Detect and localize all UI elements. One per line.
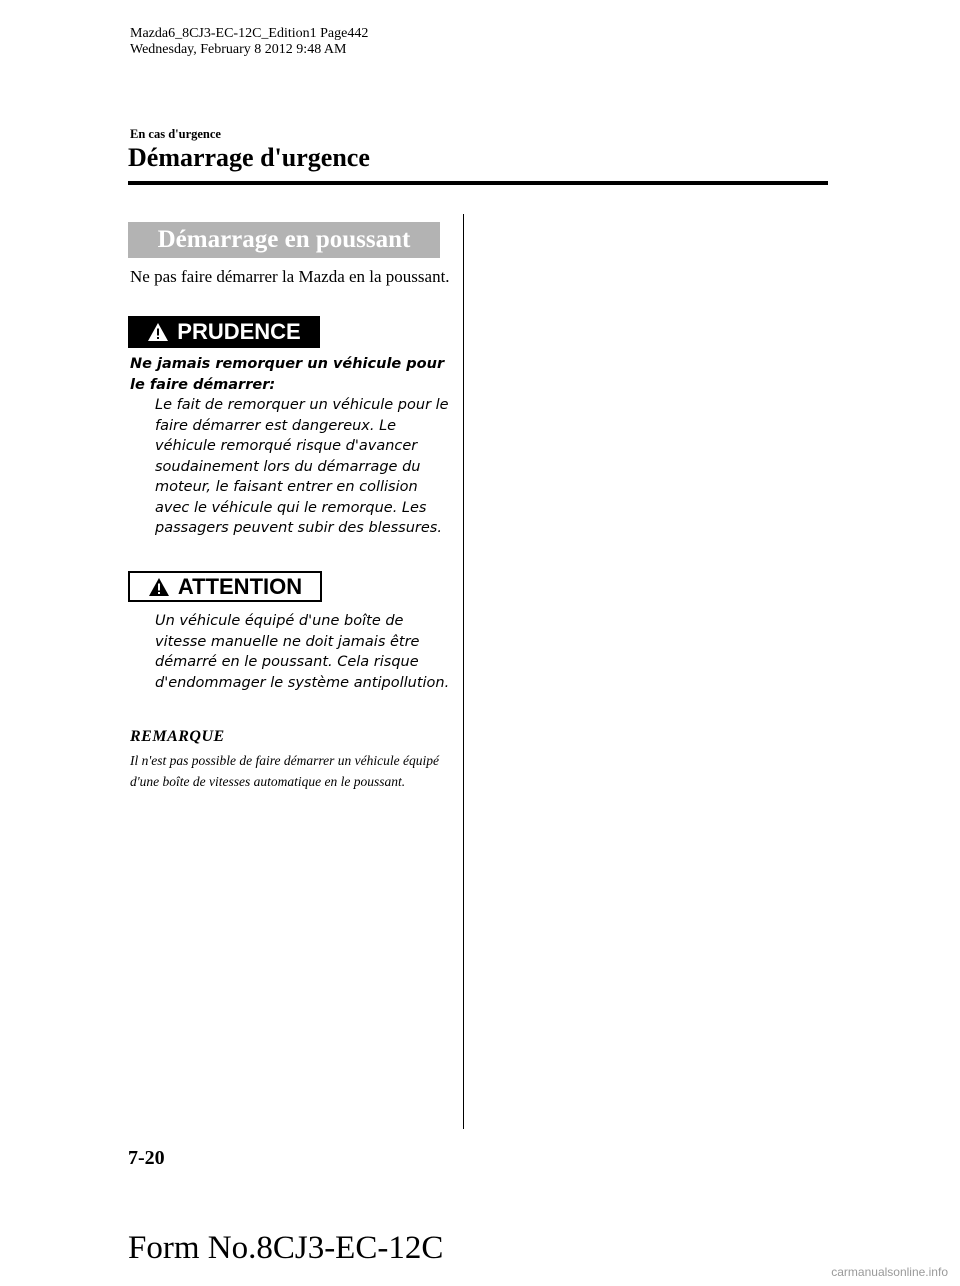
attention-text: Un véhicule équipé d'une boîte de vitesse manuelle ne doit jamais être démarré en le poussant. Cela risque d'endommager le système antipollution. bbox=[155, 613, 450, 691]
section-label: En cas d'urgence bbox=[130, 127, 221, 141]
warning-heading: Ne jamais remorquer un véhicule pour le faire démarrer: bbox=[130, 356, 445, 393]
column-divider bbox=[463, 214, 464, 1129]
attention-badge bbox=[128, 571, 322, 602]
prudence-badge bbox=[128, 316, 320, 348]
file-info-line2: Wednesday, February 8 2012 9:48 AM bbox=[130, 42, 347, 57]
watermark: carmanualsonline.info bbox=[831, 1265, 948, 1279]
attention-label: ATTENTION bbox=[177, 573, 303, 599]
header-rule bbox=[128, 181, 828, 185]
form-number: Form No.8CJ3-EC-12C bbox=[128, 1230, 444, 1266]
page-number: 7-20 bbox=[128, 1147, 165, 1169]
file-info-line1: Mazda6_8CJ3-EC-12C_Edition1 Page442 bbox=[130, 26, 369, 41]
chapter-title: Démarrage d'urgence bbox=[128, 143, 370, 172]
warning-triangle-icon bbox=[147, 322, 169, 342]
intro-text: Ne pas faire démarrer la Mazda en la poussant. bbox=[130, 267, 450, 286]
file-info bbox=[130, 26, 368, 58]
note-label: REMARQUE bbox=[130, 728, 225, 745]
section-title: Démarrage en poussant bbox=[128, 222, 440, 258]
prudence-label: PRUDENCE bbox=[177, 319, 301, 344]
warning-triangle-icon bbox=[148, 577, 170, 597]
note-text: Il n'est pas possible de faire démarrer un véhicule équipé d'une boîte de vitesses automatique en le poussant. bbox=[130, 753, 439, 789]
warning-text: Le fait de remorquer un véhicule pour le faire démarrer est dangereux. Le véhicule remorqué risque d'avancer soudainement lors du démarrage du moteur, le faisant entrer en collision avec le véhicule qui le remorque. Les passagers peuvent subir des blessures. bbox=[155, 397, 449, 536]
